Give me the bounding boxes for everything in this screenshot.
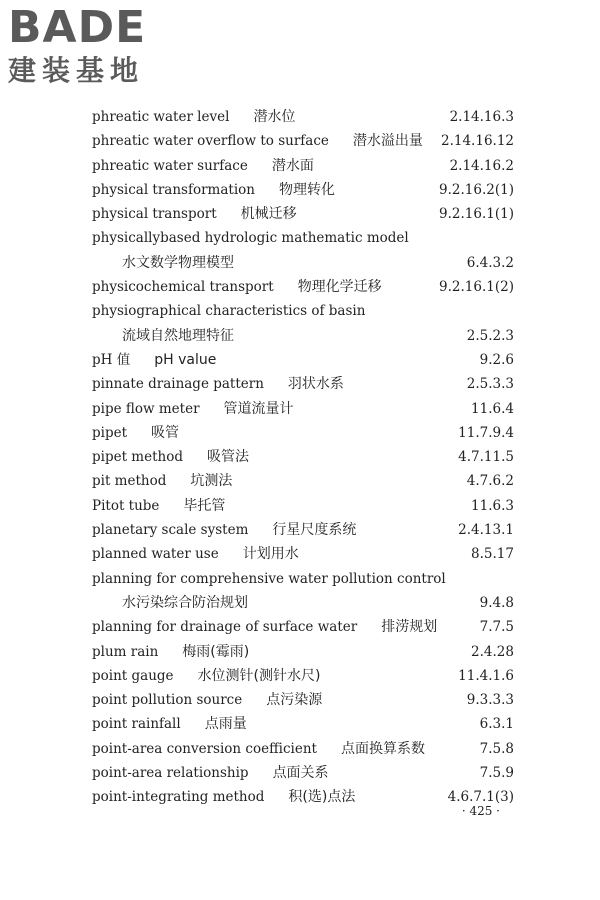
term-chinese: 机械迁移: [240, 206, 297, 223]
term-chinese: 吸管: [151, 424, 180, 441]
term-english: pH 值: [92, 351, 131, 368]
term-english: phreatic water overflow to surface: [92, 133, 329, 150]
glossary-entry: [92, 421, 514, 445]
term-chinese: 流域自然地理特征: [122, 327, 234, 344]
logo-text-cn: 建装基地: [8, 54, 145, 87]
glossary-entry: [92, 688, 514, 712]
section-number: 4.6.7.1(3): [447, 789, 514, 806]
glossary-entry: [92, 105, 514, 129]
term-english: phreatic water surface: [92, 157, 248, 174]
section-number: 2.14.16.12: [441, 133, 514, 150]
term-chinese: 积(选)点法: [288, 789, 356, 806]
glossary-entry: [92, 542, 514, 566]
glossary-entry: [92, 372, 514, 396]
term-english: physicallybased hydrologic mathematic model: [92, 230, 409, 247]
section-number: 2.14.16.3: [449, 109, 514, 125]
glossary-entry: [92, 640, 514, 664]
page-number: · 425 ·: [461, 804, 500, 818]
section-number: 9.2.6: [479, 351, 514, 368]
glossary-entry: [92, 324, 514, 348]
section-number: 11.4.1.6: [458, 667, 514, 684]
term-english: point-area conversion coefficient: [92, 740, 317, 757]
glossary-entry: [92, 615, 514, 639]
term-chinese: 点面换算系数: [341, 740, 425, 757]
glossary-entry: [92, 712, 514, 736]
term-english: pipe flow meter: [92, 400, 200, 417]
term-english: plum rain: [92, 643, 159, 660]
section-number: 9.2.16.1(1): [439, 206, 514, 223]
glossary-entry: [92, 469, 514, 493]
term-english: point-area relationship: [92, 765, 249, 782]
term-english: point gauge: [92, 667, 174, 684]
section-number: 7.5.8: [479, 740, 514, 757]
term-english: pit method: [92, 473, 167, 490]
section-number: 7.5.9: [479, 765, 514, 782]
section-number: 4.7.11.5: [458, 449, 514, 466]
section-number: 11.7.9.4: [458, 424, 514, 441]
term-english: planned water use: [92, 546, 219, 563]
term-english: pinnate drainage pattern: [92, 376, 264, 393]
term-chinese: 潜水溢出量: [352, 133, 423, 150]
term-chinese: 吸管法: [207, 449, 249, 466]
term-chinese: 物理转化: [278, 181, 335, 198]
term-english: Pitot tube: [92, 497, 160, 514]
term-english: physical transport: [92, 206, 217, 223]
term-english: point rainfall: [92, 716, 181, 733]
term-chinese: 潜水面: [271, 157, 314, 174]
section-number: 9.3.3.3: [466, 692, 514, 709]
glossary-entry: [92, 761, 514, 785]
section-number: 6.3.1: [479, 716, 514, 733]
glossary-entry: [92, 397, 514, 421]
glossary-entry: [92, 178, 514, 202]
section-number: 2.14.16.2: [449, 157, 514, 174]
glossary-entry: [92, 664, 514, 688]
term-chinese: pH value: [154, 351, 217, 368]
glossary-entry: [92, 299, 514, 323]
term-chinese: 管道流量计: [223, 400, 294, 417]
term-english: phreatic water level: [92, 109, 230, 125]
term-chinese: 排涝规划: [381, 619, 438, 636]
glossary-entry: [92, 129, 514, 153]
glossary-entry: [92, 226, 514, 250]
term-chinese: 点面关系: [272, 765, 329, 782]
term-chinese: 毕托管: [183, 497, 226, 514]
term-english: planetary scale system: [92, 522, 249, 539]
section-number: 8.5.17: [471, 546, 514, 563]
term-chinese: 羽状水系: [287, 376, 344, 393]
term-chinese: 水文数学物理模型: [122, 254, 234, 271]
term-english: point pollution source: [92, 692, 243, 709]
glossary-entry: [92, 348, 514, 372]
term-english: point-integrating method: [92, 789, 265, 806]
section-number: 2.4.28: [471, 643, 514, 660]
glossary-entry: [92, 275, 514, 299]
term-english: planning for comprehensive water pollution control: [92, 570, 446, 587]
term-chinese: 行星尺度系统: [272, 522, 357, 539]
glossary-entry: [92, 737, 514, 761]
section-number: 4.7.6.2: [466, 473, 514, 490]
section-number: 2.5.3.3: [466, 376, 514, 393]
section-number: 9.4.8: [479, 594, 514, 611]
section-number: 11.6.3: [471, 497, 514, 514]
glossary-entry: [92, 202, 514, 226]
term-chinese: 物理化学迁移: [297, 279, 382, 296]
glossary-entry: [92, 518, 514, 542]
bade-logo: [8, 4, 178, 88]
term-chinese: 坑测法: [190, 473, 233, 490]
glossary-entry: [92, 445, 514, 469]
section-number: 2.5.2.3: [466, 327, 514, 344]
term-chinese: 潜水位: [253, 109, 296, 125]
glossary-entry: [92, 591, 514, 615]
term-chinese: 计划用水: [242, 546, 299, 563]
section-number: 9.2.16.1(2): [439, 279, 514, 296]
term-chinese: 水污染综合防治规划: [122, 594, 248, 611]
term-english: physicochemical transport: [92, 279, 274, 296]
term-chinese: 点雨量: [204, 716, 247, 733]
section-number: 7.7.5: [479, 619, 514, 636]
logo-text-en: BADE: [8, 2, 147, 53]
section-number: 11.6.4: [471, 400, 514, 417]
term-english: physiographical characteristics of basin: [92, 303, 366, 320]
term-english: pipet: [92, 424, 128, 441]
term-english: physical transformation: [92, 181, 255, 198]
glossary-entry: [92, 494, 514, 518]
glossary-entry: [92, 251, 514, 275]
section-number: 2.4.13.1: [458, 522, 514, 539]
section-number: 9.2.16.2(1): [439, 181, 514, 198]
glossary-entry: [92, 154, 514, 178]
section-number: 6.4.3.2: [466, 254, 514, 271]
term-english: pipet method: [92, 449, 183, 466]
term-chinese: 点污染源: [266, 692, 323, 709]
term-chinese: 水位测针(测针水尺): [197, 667, 321, 684]
term-chinese: 梅雨(霉雨): [182, 643, 250, 660]
glossary-entry: [92, 567, 514, 591]
glossary-entries: [92, 105, 514, 810]
term-english: planning for drainage of surface water: [92, 619, 358, 636]
